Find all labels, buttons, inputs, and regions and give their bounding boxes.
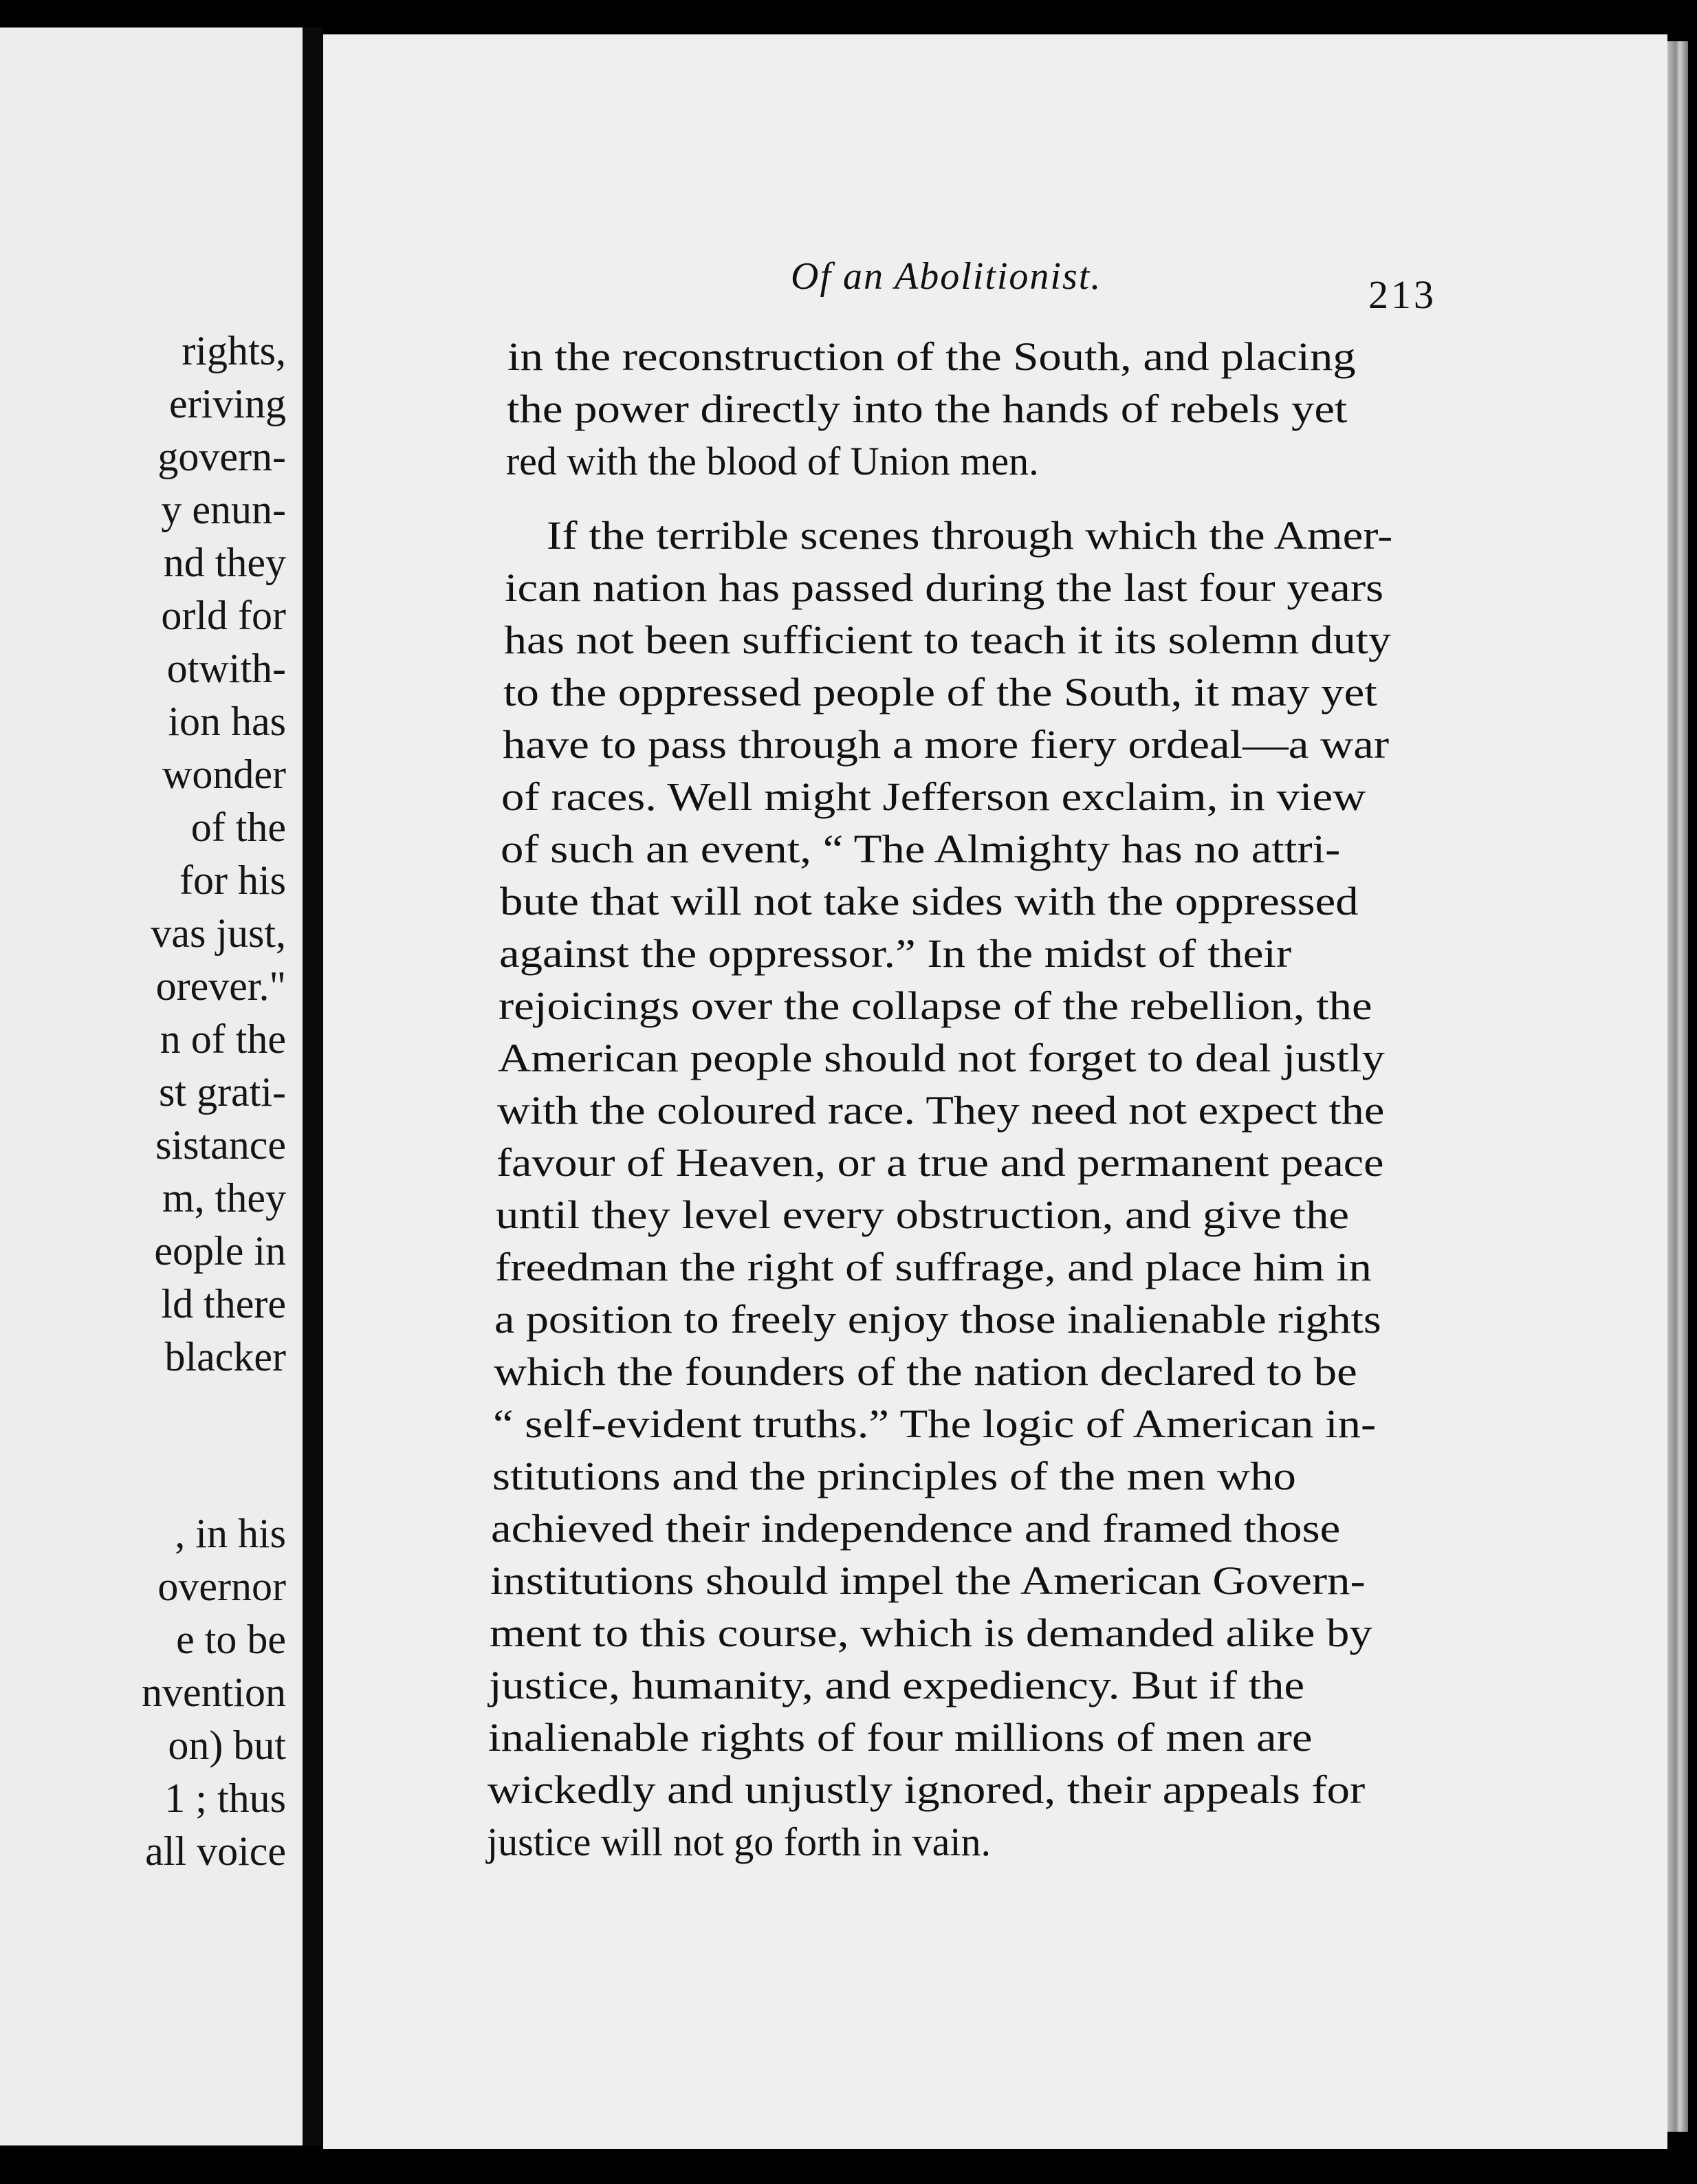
left-line-fragment: nvention	[142, 1670, 286, 1715]
text-line: against the oppressor.” In the midst of their	[499, 931, 1292, 976]
left-line-fragment: n of the	[160, 1016, 286, 1062]
text-line: inalienable rights of four millions of men are	[488, 1715, 1313, 1760]
left-line-fragment: otwith-	[166, 646, 286, 691]
text-line: of such an event, “ The Almighty has no attri-	[501, 827, 1341, 871]
text-line: bute that will not take sides with the oppressed	[500, 879, 1359, 924]
main-page-right	[323, 34, 1667, 2149]
left-line-fragment: , in his	[175, 1511, 286, 1556]
text-line: to the oppressed people of the South, it may yet	[503, 670, 1377, 714]
left-line-fragment: orld for	[161, 593, 286, 638]
left-line-fragment: orever."	[155, 963, 286, 1009]
left-line-fragment: st grati-	[159, 1069, 286, 1115]
text-line: justice, humanity, and expediency. But if the	[489, 1663, 1305, 1707]
left-line-fragment: eriving	[169, 381, 286, 426]
text-line: ment to this course, which is demanded alike by	[490, 1610, 1372, 1655]
facing-page-left	[0, 28, 303, 2145]
left-line-fragment: for his	[179, 858, 286, 903]
left-line-fragment: m, they	[162, 1175, 286, 1221]
left-line-fragment: all voice	[145, 1828, 286, 1874]
text-line: favour of Heaven, or a true and permanent peace	[496, 1140, 1384, 1185]
text-line: until they level every obstruction, and give the	[495, 1192, 1349, 1237]
text-line: red with the blood of Union men.	[505, 439, 1039, 483]
text-line: American people should not forget to deal justly	[498, 1036, 1385, 1080]
text-line: rejoicings over the collapse of the rebellion, the	[499, 983, 1372, 1028]
text-line: stitutions and the principles of the men who	[492, 1454, 1296, 1498]
text-line: has not been sufficient to teach it its solemn duty	[503, 618, 1391, 662]
left-line-fragment: rights,	[182, 328, 286, 373]
left-line-fragment: ion has	[168, 699, 286, 744]
text-line: institutions should impel the American Govern-	[490, 1558, 1366, 1603]
left-line-fragment: y enun-	[161, 487, 286, 532]
text-line: “ self-evident truths.” The logic of American in-	[492, 1401, 1376, 1446]
text-line: the power directly into the hands of rebels yet	[506, 386, 1348, 431]
left-line-fragment: 1 ; thus	[164, 1776, 286, 1821]
left-line-fragment: sistance	[155, 1122, 286, 1168]
left-line-fragment: on) but	[168, 1723, 286, 1768]
text-line: freedman the right of suffrage, and place him in	[494, 1245, 1372, 1289]
text-line: wickedly and unjustly ignored, their appeals for	[488, 1767, 1366, 1812]
running-head: Of an Abolitionist.	[791, 255, 1102, 298]
left-line-fragment: vas just,	[151, 910, 286, 956]
left-line-fragment: govern-	[157, 434, 286, 479]
page-number: 213	[1368, 272, 1436, 317]
text-line: of races. Well might Jefferson exclaim, in view	[501, 774, 1366, 819]
left-line-fragment: of the	[190, 805, 286, 850]
left-line-fragment: overnor	[157, 1564, 286, 1609]
text-line: If the terrible scenes through which the Amer-	[546, 513, 1393, 558]
left-line-fragment: ld there	[161, 1281, 286, 1326]
text-line: justice will not go forth in vain.	[487, 1820, 991, 1864]
left-line-fragment: e to be	[176, 1617, 286, 1662]
text-line: which the founders of the nation declared to be	[493, 1349, 1357, 1394]
text-line: in the reconstruction of the South, and placing	[507, 334, 1356, 379]
text-line: have to pass through a more fiery ordeal—a war	[502, 722, 1389, 767]
page-edge-stack	[1667, 41, 1688, 2132]
text-line: with the coloured race. They need not expect the	[497, 1088, 1385, 1133]
text-line: ican nation has passed during the last four years	[504, 565, 1383, 610]
text-line: a position to freely enjoy those inalienable rights	[494, 1297, 1381, 1342]
left-line-fragment: nd they	[163, 540, 286, 585]
book-gutter	[303, 28, 323, 2145]
left-line-fragment: eople in	[154, 1228, 286, 1274]
text-line: achieved their independence and framed those	[491, 1506, 1341, 1551]
left-line-fragment: wonder	[162, 752, 286, 797]
left-line-fragment: blacker	[164, 1334, 286, 1379]
